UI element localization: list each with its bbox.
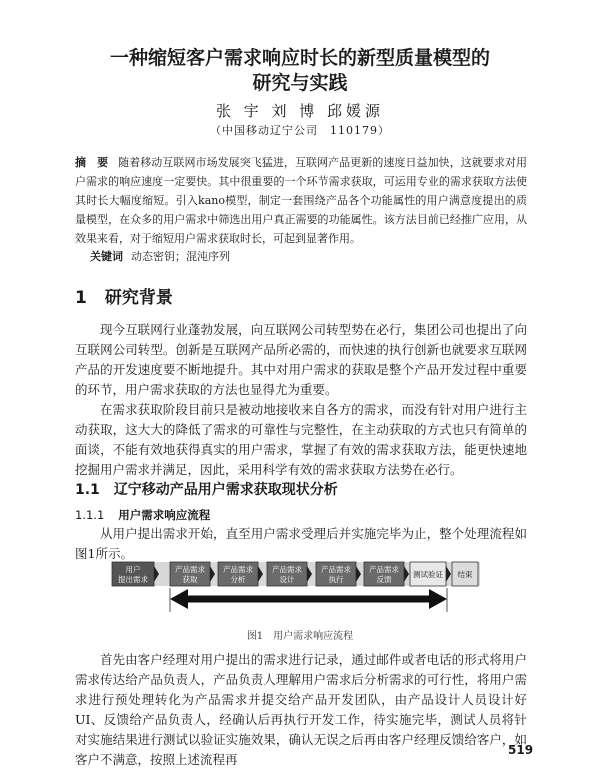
flow-step-label: 提出需求: [118, 575, 148, 584]
keywords-label: 关键词: [90, 250, 123, 263]
flow-step-label: 产品需求: [272, 565, 302, 574]
paragraph-4: 首先由客户经理对用户提出的需求进行记录，通过邮件或者电话的形式将用户需求传达给产品负责人，产品负责人理解用户需求后分析需求的可行性，将用户需求进行预处理转化为产品需求并提交给产品开发团队，由产品设计人员设计好UI、反馈给产品负责人，经确认后再执行开发工作，待实施完毕，测试人员将针对实施结果进行测试以验证实施效果，确认无误之后再由客户经理反馈给客户，如客户不满意，按照上述流程再: [75, 652, 527, 767]
section-title: 研究背景: [104, 288, 173, 308]
flow-step-label: 执行: [328, 575, 344, 584]
flow-step-label: 测试验证: [413, 570, 443, 579]
paragraph-1: 现今互联网行业蓬勃发展，向互联网公司转型势在必行，集团公司也提出了向互联网公司转型。创新是互联网产品所必需的，而快速的执行创新也就要求互联网产品的开发速度要不断地提升。其中对用户需求的获取是整个产品开发过程中重要的环节，用户需求获取的方法也显得尤为重要。: [75, 322, 527, 397]
section-title: 辽宁移动产品用户需求获取现状分析: [113, 482, 338, 498]
flow-step-label: 获取: [182, 575, 198, 584]
paragraph-3: 从用户提出需求开始，直至用户需求受理后并实施完毕为止，整个处理流程如图1所示。: [75, 526, 527, 561]
section-number: 1.1.1: [75, 508, 105, 522]
figure-caption: 图1 用户需求响应流程: [246, 631, 354, 642]
paragraph-2: 在需求获取阶段目前只是被动地接收来自各方的需求，而没有针对用户进行主动获取，这大大的降低了需求的可靠性与完整性，在主动获取的方式也只有简单的面谈，不能有效地获得真实的用户需求，掌握了有效的需求获取方法，能更快速地挖掘用户需求并满足，因此，采用科学有效的需求获取方法势在必行。: [75, 402, 527, 477]
keywords-text: 动态密钥；混沌序列: [131, 250, 230, 263]
flow-step-label: 产品需求: [321, 565, 351, 574]
paper-title-line2: 研究与实践: [252, 72, 348, 94]
flow-step-label: 产品需求: [223, 565, 253, 574]
flow-step-label: 产品需求: [175, 565, 205, 574]
section-number: 1.1: [75, 482, 100, 498]
authors: 张 宇 刘 博 邱媛源: [215, 102, 385, 120]
flow-step-label: 用户: [125, 565, 141, 574]
abstract-label: 摘 要: [75, 156, 109, 169]
section-title: 用户需求响应流程: [118, 508, 211, 522]
affiliation: （中国移动辽宁公司 110179）: [210, 124, 390, 137]
paper-title-line1: 一种缩短客户需求响应时长的新型质量模型的: [109, 47, 490, 69]
section-number: 1: [75, 288, 87, 308]
flow-step-label: 反馈: [376, 575, 392, 584]
timeline-arrow-left-head: [170, 589, 188, 609]
flow-step-label: 产品需求: [369, 565, 399, 574]
page-number: 519: [508, 743, 534, 757]
flow-step-label: 结束: [457, 570, 473, 579]
abstract-text: 随着移动互联网市场发展突飞猛进，互联网产品更新的速度日益加快，这就要求对用户需求的响应速度一定要快。其中很重要的一个环节需求获取，可运用专业的需求获取方法使其时长大幅度缩短。引入kano模型，制定一套围绕产品各个功能属性的用户满意度提出的质量模型，在众多的用户需求中筛选出用户真正需要的功能属性。该方法目前已经推广应用，从效果来看，对于缩短用户需求获取时长，可起到显著作用。: [75, 156, 527, 245]
timeline-arrow-right-head: [429, 589, 447, 609]
flow-step-label: 分析: [230, 575, 246, 584]
flow-step-label: 设计: [279, 575, 295, 584]
